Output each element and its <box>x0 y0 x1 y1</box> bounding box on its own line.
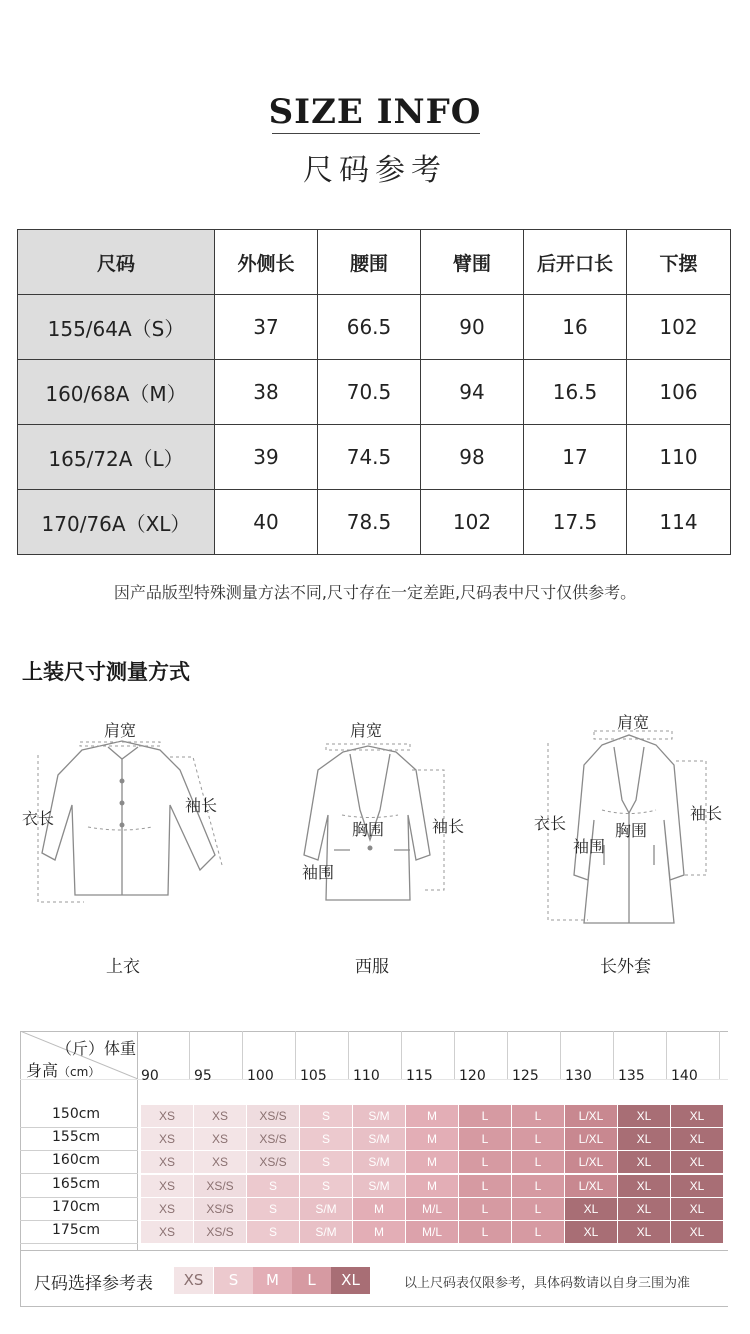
size-grid-cell: L <box>512 1105 564 1127</box>
weight-col-divider <box>348 1031 349 1079</box>
size-grid-cell: S <box>300 1105 352 1127</box>
weight-header-110: 110 <box>353 1068 380 1084</box>
table-cell: 102 <box>627 295 731 360</box>
table-cell: 39 <box>215 425 318 490</box>
size-grid-cell: M <box>353 1198 405 1220</box>
size-grid-cell: XL <box>618 1128 670 1150</box>
table-cell: 94 <box>421 360 524 425</box>
weight-col-divider <box>507 1031 508 1079</box>
shirt-illustration <box>30 735 230 910</box>
size-grid-cell: S <box>300 1151 352 1173</box>
size-grid-cell: XS/S <box>247 1128 299 1150</box>
size-grid-cell: XL <box>671 1128 723 1150</box>
table-cell: 74.5 <box>318 425 421 490</box>
title-cn: 尺码参考 <box>303 153 447 188</box>
col-header-size: 尺码 <box>18 230 215 295</box>
size-grid-cell: XL <box>671 1175 723 1197</box>
size-grid-cell: XL <box>618 1105 670 1127</box>
size-grid-cell: S <box>300 1175 352 1197</box>
size-grid-cell: L <box>459 1175 511 1197</box>
title-divider <box>272 133 480 134</box>
size-grid-cell: XS <box>141 1198 193 1220</box>
size-grid-cell: M <box>406 1128 458 1150</box>
size-grid-cell: S/M <box>353 1105 405 1127</box>
size-grid-cell: XS <box>141 1175 193 1197</box>
size-table-header <box>18 230 731 295</box>
weight-col-divider <box>613 1031 614 1079</box>
weight-header-90: 90 <box>141 1068 159 1084</box>
shirt-sleeve-label: 袖长 <box>185 796 218 815</box>
size-grid-cell: XL <box>671 1221 723 1243</box>
table-cell: 17.5 <box>524 490 627 555</box>
size-grid-cell: L <box>459 1105 511 1127</box>
size-grid-cell: XS <box>194 1105 246 1127</box>
legend-swatch-l: L <box>292 1267 331 1294</box>
table-cell: 114 <box>627 490 731 555</box>
size-grid-cell: L <box>512 1175 564 1197</box>
size-grid-cell: L <box>459 1198 511 1220</box>
row-size-label: 170/76A（XL） <box>18 490 215 555</box>
height-axis-label <box>26 1058 100 1081</box>
weight-col-divider <box>719 1031 720 1079</box>
coat-chest-label: 胸围 <box>615 821 648 840</box>
table-cell: 70.5 <box>318 360 421 425</box>
size-grid-cell: XS <box>141 1221 193 1243</box>
table-cell: 40 <box>215 490 318 555</box>
shirt-shoulder-label: 肩宽 <box>104 721 137 740</box>
size-grid-cell: L <box>512 1151 564 1173</box>
legend-divider <box>20 1250 728 1251</box>
coat-caption: 长外套 <box>600 957 651 977</box>
size-grid-cell: XL <box>671 1105 723 1127</box>
size-grid-cell: M/L <box>406 1221 458 1243</box>
height-unit-text: （cm） <box>58 1065 101 1079</box>
size-grid-cell: M <box>406 1175 458 1197</box>
table-cell: 98 <box>421 425 524 490</box>
height-row-label: 160cm <box>52 1152 101 1168</box>
shirt-caption: 上衣 <box>106 957 140 977</box>
coat-shoulder-label: 肩宽 <box>617 713 650 732</box>
table-cell: 37 <box>215 295 318 360</box>
height-row-label: 170cm <box>52 1199 101 1215</box>
size-grid-cell: XS/S <box>194 1221 246 1243</box>
size-grid-cell: L <box>459 1128 511 1150</box>
height-row-rule <box>20 1197 138 1198</box>
weight-header-130: 130 <box>565 1068 592 1084</box>
col-header-hem: 下摆 <box>627 230 731 295</box>
blazer-cuff-label: 袖围 <box>302 863 335 882</box>
size-grid-cell: L <box>512 1198 564 1220</box>
table-cell: 38 <box>215 360 318 425</box>
size-grid-cell: M <box>353 1221 405 1243</box>
table-row <box>18 490 731 555</box>
size-grid-cell: XL <box>671 1151 723 1173</box>
weight-header-95: 95 <box>194 1068 212 1084</box>
size-grid-cell: XL <box>618 1151 670 1173</box>
size-grid-cell: L/XL <box>565 1175 617 1197</box>
size-grid-cell: M <box>406 1105 458 1127</box>
weight-header-135: 135 <box>618 1068 645 1084</box>
size-grid-cell: XS/S <box>247 1105 299 1127</box>
height-row-rule <box>20 1220 138 1221</box>
blazer-sleeve-label: 袖长 <box>432 817 465 836</box>
legend-swatch-xs: XS <box>174 1267 213 1294</box>
weight-header-100: 100 <box>247 1068 274 1084</box>
size-grid-cell: L/XL <box>565 1128 617 1150</box>
legend-swatch-s: S <box>214 1267 253 1294</box>
weight-col-divider <box>295 1031 296 1079</box>
coat-length-label: 衣长 <box>534 814 567 833</box>
height-row-rule <box>20 1173 138 1174</box>
table-cell: 17 <box>524 425 627 490</box>
row-size-label: 155/64A（S） <box>18 295 215 360</box>
table-row <box>18 360 731 425</box>
table-row <box>18 295 731 360</box>
table-cell: 16.5 <box>524 360 627 425</box>
size-grid-cell: XL <box>671 1198 723 1220</box>
section-title-measure: 上装尺寸测量方式 <box>22 660 190 684</box>
size-grid-cell: XS/S <box>194 1175 246 1197</box>
weight-col-divider <box>560 1031 561 1079</box>
size-grid-cell: XL <box>618 1221 670 1243</box>
size-grid-cell: XS <box>141 1151 193 1173</box>
table-cell: 106 <box>627 360 731 425</box>
size-grid-cell: XL <box>618 1198 670 1220</box>
weight-header-125: 125 <box>512 1068 539 1084</box>
legend-swatch-xl: XL <box>331 1267 370 1294</box>
size-grid-cell: S/M <box>353 1128 405 1150</box>
table-cell: 110 <box>627 425 731 490</box>
height-row-rule <box>20 1127 138 1128</box>
size-grid-cell: S/M <box>353 1175 405 1197</box>
size-note: 因产品版型特殊测量方法不同,尺寸存在一定差距,尺码表中尺寸仅供参考。 <box>113 583 637 602</box>
size-grid-cell: S/M <box>300 1198 352 1220</box>
table-cell: 102 <box>421 490 524 555</box>
size-grid-cell: S <box>247 1175 299 1197</box>
height-label-text: 身高 <box>26 1061 59 1080</box>
size-grid-cell: S/M <box>353 1151 405 1173</box>
height-row-rule <box>20 1150 138 1151</box>
col-header-outer-length: 外侧长 <box>215 230 318 295</box>
weight-col-divider <box>666 1031 667 1079</box>
size-grid-cell: XL <box>565 1198 617 1220</box>
weight-col-divider <box>401 1031 402 1079</box>
size-grid-cell: XS/S <box>194 1198 246 1220</box>
size-grid-cell: L/XL <box>565 1105 617 1127</box>
legend-swatch-m: M <box>253 1267 292 1294</box>
row-size-label: 160/68A（M） <box>18 360 215 425</box>
table-cell: 90 <box>421 295 524 360</box>
size-grid-cell: L <box>512 1128 564 1150</box>
legend-title: 尺码选择参考表 <box>34 1274 153 1294</box>
weight-header-120: 120 <box>459 1068 486 1084</box>
size-grid-cell: S/M <box>300 1221 352 1243</box>
coat-sleeve-label: 袖长 <box>690 804 723 823</box>
weight-col-divider <box>189 1031 190 1079</box>
weight-axis-label: （斤）体重 <box>56 1039 137 1058</box>
size-grid-cell: L <box>512 1221 564 1243</box>
size-grid-cell: M/L <box>406 1198 458 1220</box>
size-grid-cell: L <box>459 1221 511 1243</box>
weight-header-115: 115 <box>406 1068 433 1084</box>
row-size-label: 165/72A（L） <box>18 425 215 490</box>
col-header-waist: 腰围 <box>318 230 421 295</box>
size-grid-cell: S <box>300 1128 352 1150</box>
weight-col-divider <box>242 1031 243 1079</box>
blazer-shoulder-label: 肩宽 <box>350 721 383 740</box>
height-row-label: 155cm <box>52 1129 101 1145</box>
height-row-rule <box>20 1243 138 1244</box>
title-en: SIZE INFO <box>268 92 482 132</box>
chart-disclaimer: 以上尺码表仅限参考，具体码数请以自身三围为准 <box>404 1276 691 1291</box>
size-grid-cell: S <box>247 1198 299 1220</box>
weight-header-105: 105 <box>300 1068 327 1084</box>
size-grid-cell: XS/S <box>247 1151 299 1173</box>
weight-header-140: 140 <box>671 1068 698 1084</box>
size-grid-cell: XL <box>565 1221 617 1243</box>
size-grid-cell: XS <box>141 1105 193 1127</box>
size-grid-cell: S <box>247 1221 299 1243</box>
height-row-label: 175cm <box>52 1222 101 1238</box>
height-row-label: 165cm <box>52 1176 101 1192</box>
table-cell: 78.5 <box>318 490 421 555</box>
size-grid-cell: L/XL <box>565 1151 617 1173</box>
size-grid-cell: XS <box>194 1128 246 1150</box>
col-header-arm: 臂围 <box>421 230 524 295</box>
table-row <box>18 425 731 490</box>
size-table <box>17 229 731 555</box>
coat-cuff-label: 袖围 <box>573 837 606 856</box>
weight-col-divider <box>454 1031 455 1079</box>
size-grid-cell: XS <box>194 1151 246 1173</box>
shirt-length-label: 衣长 <box>22 809 55 828</box>
size-grid-cell: L <box>459 1151 511 1173</box>
height-row-label: 150cm <box>52 1106 101 1122</box>
blazer-chest-label: 胸围 <box>352 820 385 839</box>
table-cell: 16 <box>524 295 627 360</box>
blazer-caption: 西服 <box>355 957 389 977</box>
table-cell: 66.5 <box>318 295 421 360</box>
size-grid-cell: M <box>406 1151 458 1173</box>
size-grid-cell: XS <box>141 1128 193 1150</box>
size-grid-cell: XL <box>618 1175 670 1197</box>
col-header-back-opening: 后开口长 <box>524 230 627 295</box>
chart-col-divider <box>137 1031 138 1250</box>
